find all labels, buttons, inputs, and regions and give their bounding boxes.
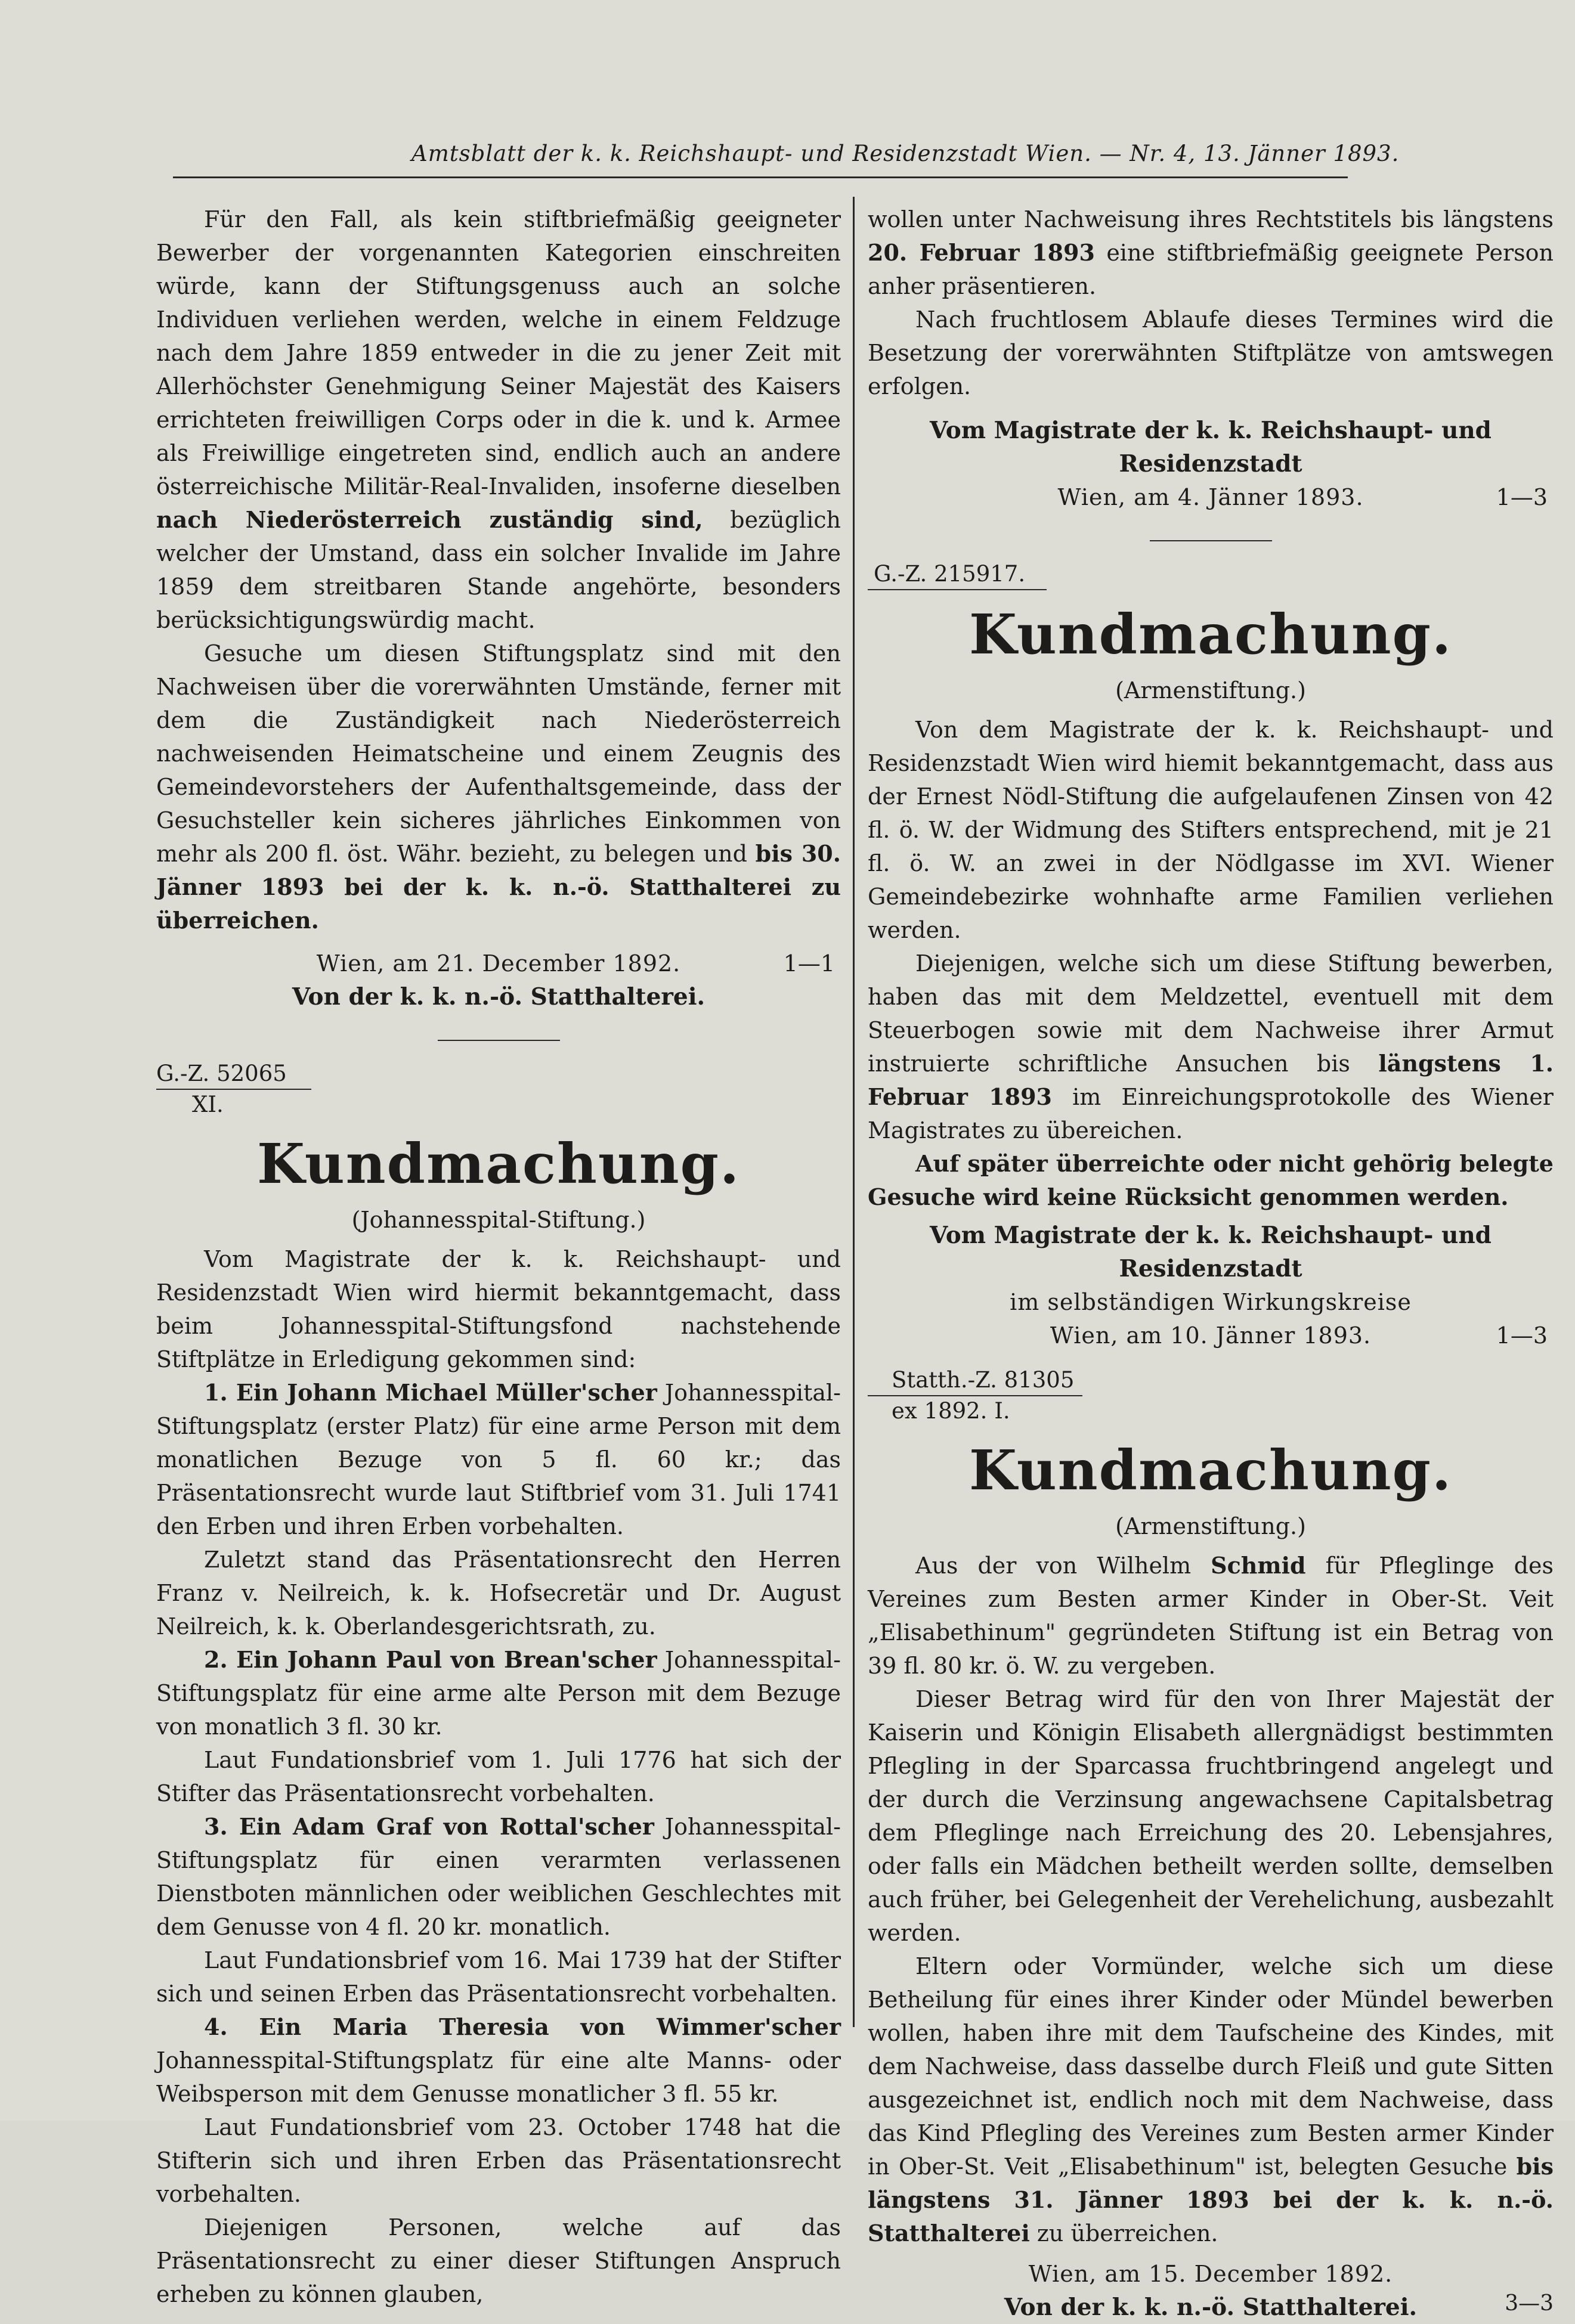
- paragraph: Aus der von Wilhelm Schmid für Pfleglinge des Vereines zum Besten armer Kinder in Ober-St. Veit „Elisabethinum" gegründeten Stiftung ist ein Betrag von 39 fl. 80 kr. ö. W. zu vergeben.: [868, 1552, 1554, 1679]
- paragraph: Von dem Magistrate der k. k. Reichshaupt- und Residenzstadt Wien wird hiemit bekanntgemacht, dass aus der Ernest Nödl-Stiftung die aufgelaufenen Zinsen von 42 fl. ö. W. der Widmung des Stifters entsprechend, mit je 21 fl. ö. W. an zwei in der Nödlgasse im XVI. Wiener Gemeindebezirke wohnhafte arme Familien verliehen werden.: [868, 717, 1554, 943]
- paragraph-emphasis: Auf später überreichte oder nicht gehörig belegte Gesuche wird keine Rücksicht genommen werden.: [868, 1150, 1554, 1210]
- paragraph: wollen unter Nachweisung ihres Rechtstitels bis längstens 20. Februar 1893 eine stiftbriefmäßig geeignete Person anher präsentieren.: [868, 206, 1554, 299]
- list-item: 1. Ein Johann Michael Müller'scher Johannesspital-Stiftungsplatz (erster Platz) für eine arme Person mit dem monatlichen Bezuge von 5 fl. 60 kr.; das Präsentationsrecht wurde laut Stiftbrief vom 31. Juli 1741 den Erben und ihren Erben vorbehalten.: [156, 1379, 841, 1539]
- paragraph: Laut Fundationsbrief vom 23. October 1748 hat die Stifterin sich und ihren Erben das Präsentationsrecht vorbehalten.: [156, 2114, 841, 2207]
- paragraph: Nach fruchtlosem Ablaufe dieses Termines wird die Besetzung der vorerwähnten Stiftplätze von amtswegen erfolgen.: [868, 306, 1554, 399]
- page-header: Amtsblatt der k. k. Reichshaupt- und Residenzstadt Wien. — Nr. 4, 13. Jänner 1893.: [411, 141, 1400, 166]
- reference-number: G.-Z. 52065 XI.: [156, 1059, 311, 1120]
- section-rule: [1150, 540, 1272, 541]
- left-column: [156, 203, 841, 2311]
- notice-title: Kundmachung.: [968, 1438, 1453, 1502]
- paragraph: Zuletzt stand das Präsentationsrecht den Herren Franz v. Neilreich, k. k. Hofsecretär und Dr. August Neilreich, k. k. Oberlandesgerichtsrath, zu.: [156, 1547, 841, 1640]
- signature: Von der k. k. n.-ö. Statthalterei.: [292, 983, 705, 1011]
- notice-subtitle: (Johannesspital-Stiftung.): [351, 1207, 646, 1233]
- right-column: [868, 203, 1554, 2324]
- dateline: Wien, am 4. Jänner 1893. 1—3: [1057, 484, 1548, 510]
- notice-title: Kundmachung.: [968, 602, 1453, 667]
- paragraph: Dieser Betrag wird für den von Ihrer Majestät der Kaiserin und Königin Elisabeth allergnädigst bestimmten Pflegling in der Sparcassa fruchtbringend angelegt und der durch die Verzinsung angewachsene Capitalsbetrag dem Pfleglinge nach Erreichung des 20. Lebensjahres, oder falls ein Mädchen betheilt werden sollte, demselben auch früher, bei Gelegenheit der Verehelichung, ausbezahlt werden.: [868, 1686, 1554, 1946]
- list-item: 2. Ein Johann Paul von Brean'scher Johannesspital-Stiftungsplatz für eine arme alte Person mit dem Bezuge von monatlich 3 fl. 30 kr.: [156, 1646, 841, 1740]
- notice-subtitle: (Armenstiftung.): [1115, 677, 1306, 704]
- column-divider: [853, 197, 855, 2027]
- paragraph: Vom Magistrate der k. k. Reichshaupt- und Residenzstadt Wien wird hiermit bekanntgemacht, dass beim Johannesspital-Stiftungsfond nachstehende Stiftplätze in Erledigung gekommen sind:: [156, 1246, 841, 1372]
- signature: Von der k. k. n.-ö. Statthalterei. 3—3: [1004, 2291, 1554, 2321]
- list-item: 3. Ein Adam Graf von Rottal'scher Johannesspital-Stiftungsplatz für einen verarmten verlassenen Dienstboten männlichen oder weiblichen Geschlechtes mit dem Genusse von 4 fl. 20 kr. monatlich.: [156, 1813, 841, 1940]
- section-rule: [438, 1040, 560, 1041]
- list-item: 4. Ein Maria Theresia von Wimmer'scher Johannesspital-Stiftungsplatz für eine alte Manns- oder Weibsperson mit dem Genusse monatlicher 3 fl. 55 kr.: [156, 2013, 841, 2107]
- paragraph: Diejenigen, welche sich um diese Stiftung bewerben, haben das mit dem Meldzettel, eventuell mit dem Steuerbogen sowie mit dem Nachweise ihrer Armut instruierte schriftliche Ansuchen bis längstens 1. Februar 1893 im Einreichungsprotokolle des Wiener Magistrates zu übereichen.: [868, 950, 1554, 1144]
- header-rule: [173, 176, 1348, 178]
- paragraph: Eltern oder Vormünder, welche sich um diese Betheilung für eines ihrer Kinder oder Mündel bewerben wollen, haben ihre mit dem Taufscheine des Kindes, mit dem Nachweise, dass dasselbe durch Fleiß und gute Sitten ausgezeichnet ist, endlich noch mit dem Nachweise, dass das Kind Pflegling des Vereines zum Besten armer Kinder in Ober-St. Veit „Elisabethinum" ist, belegten Gesuche bis längstens 31. Jänner 1893 bei der k. k. n.-ö. Statthalterei zu überreichen.: [868, 1953, 1554, 2246]
- signature: Vom Magistrate der k. k. Reichshaupt- und Residenzstadt: [930, 1222, 1492, 1282]
- signature-subline: im selbständigen Wirkungskreise: [1010, 1289, 1412, 1315]
- dateline: Wien, am 21. December 1892. 1—1: [316, 950, 835, 977]
- notice-subtitle: (Armenstiftung.): [1115, 1513, 1306, 1539]
- notice-title: Kundmachung.: [256, 1132, 741, 1196]
- paragraph: Für den Fall, als kein stiftbriefmäßig geeigneter Bewerber der vorgenannten Kategorien einschreiten würde, kann der Stiftungsgenuss auch an solche Individuen verliehen werden, welche in einem Feldzuge nach dem Jahre 1859 entweder in die zu jener Zeit mit Allerhöchster Genehmigung Seiner Majestät des Kaisers errichteten freiwilligen Corps oder in die k. und k. Armee als Freiwillige eingetreten sind, endlich auch an andere österreichische Militär-Real-Invaliden, insoferne dieselben nach Niederösterreich zuständig sind, bezüglich welcher der Umstand, dass ein solcher Invalide im Jahre 1859 dem streitbaren Stande angehörte, besonders berücksichtigungswürdig macht.: [156, 206, 841, 633]
- paragraph: Diejenigen Personen, welche auf das Präsentationsrecht zu einer dieser Stiftungen Anspruch erheben zu können glauben,: [156, 2214, 841, 2307]
- paragraph: Laut Fundationsbrief vom 1. Juli 1776 hat sich der Stifter das Präsentationsrecht vorbehalten.: [156, 1747, 841, 1806]
- dateline: Wien, am 15. December 1892.: [1028, 2261, 1393, 2287]
- dateline: Wien, am 10. Jänner 1893. 1—3: [1050, 1322, 1548, 1349]
- paragraph: Laut Fundationsbrief vom 16. Mai 1739 hat der Stifter sich und seinen Erben das Präsentationsrecht vorbehalten.: [156, 1947, 841, 2007]
- signature: Vom Magistrate der k. k. Reichshaupt- und Residenzstadt: [930, 417, 1492, 478]
- reference-number: Statth.-Z. 81305 ex 1892. I.: [868, 1365, 1082, 1426]
- reference-number: G.-Z. 215917.: [868, 559, 1047, 590]
- paragraph: Gesuche um diesen Stiftungsplatz sind mit den Nachweisen über die vorerwähnten Umstände, ferner mit dem die Zuständigkeit nach Niederösterreich nachweisenden Heimatscheine und einem Zeugnis des Gemeindevorstehers der Aufenthaltsgemeinde, dass der Gesuchsteller kein sicheres jährliches Einkommen von mehr als 200 fl. öst. Währ. bezieht, zu belegen und bis 30. Jänner 1893 bei der k. k. n.-ö. Statthalterei zu überreichen.: [156, 640, 841, 934]
